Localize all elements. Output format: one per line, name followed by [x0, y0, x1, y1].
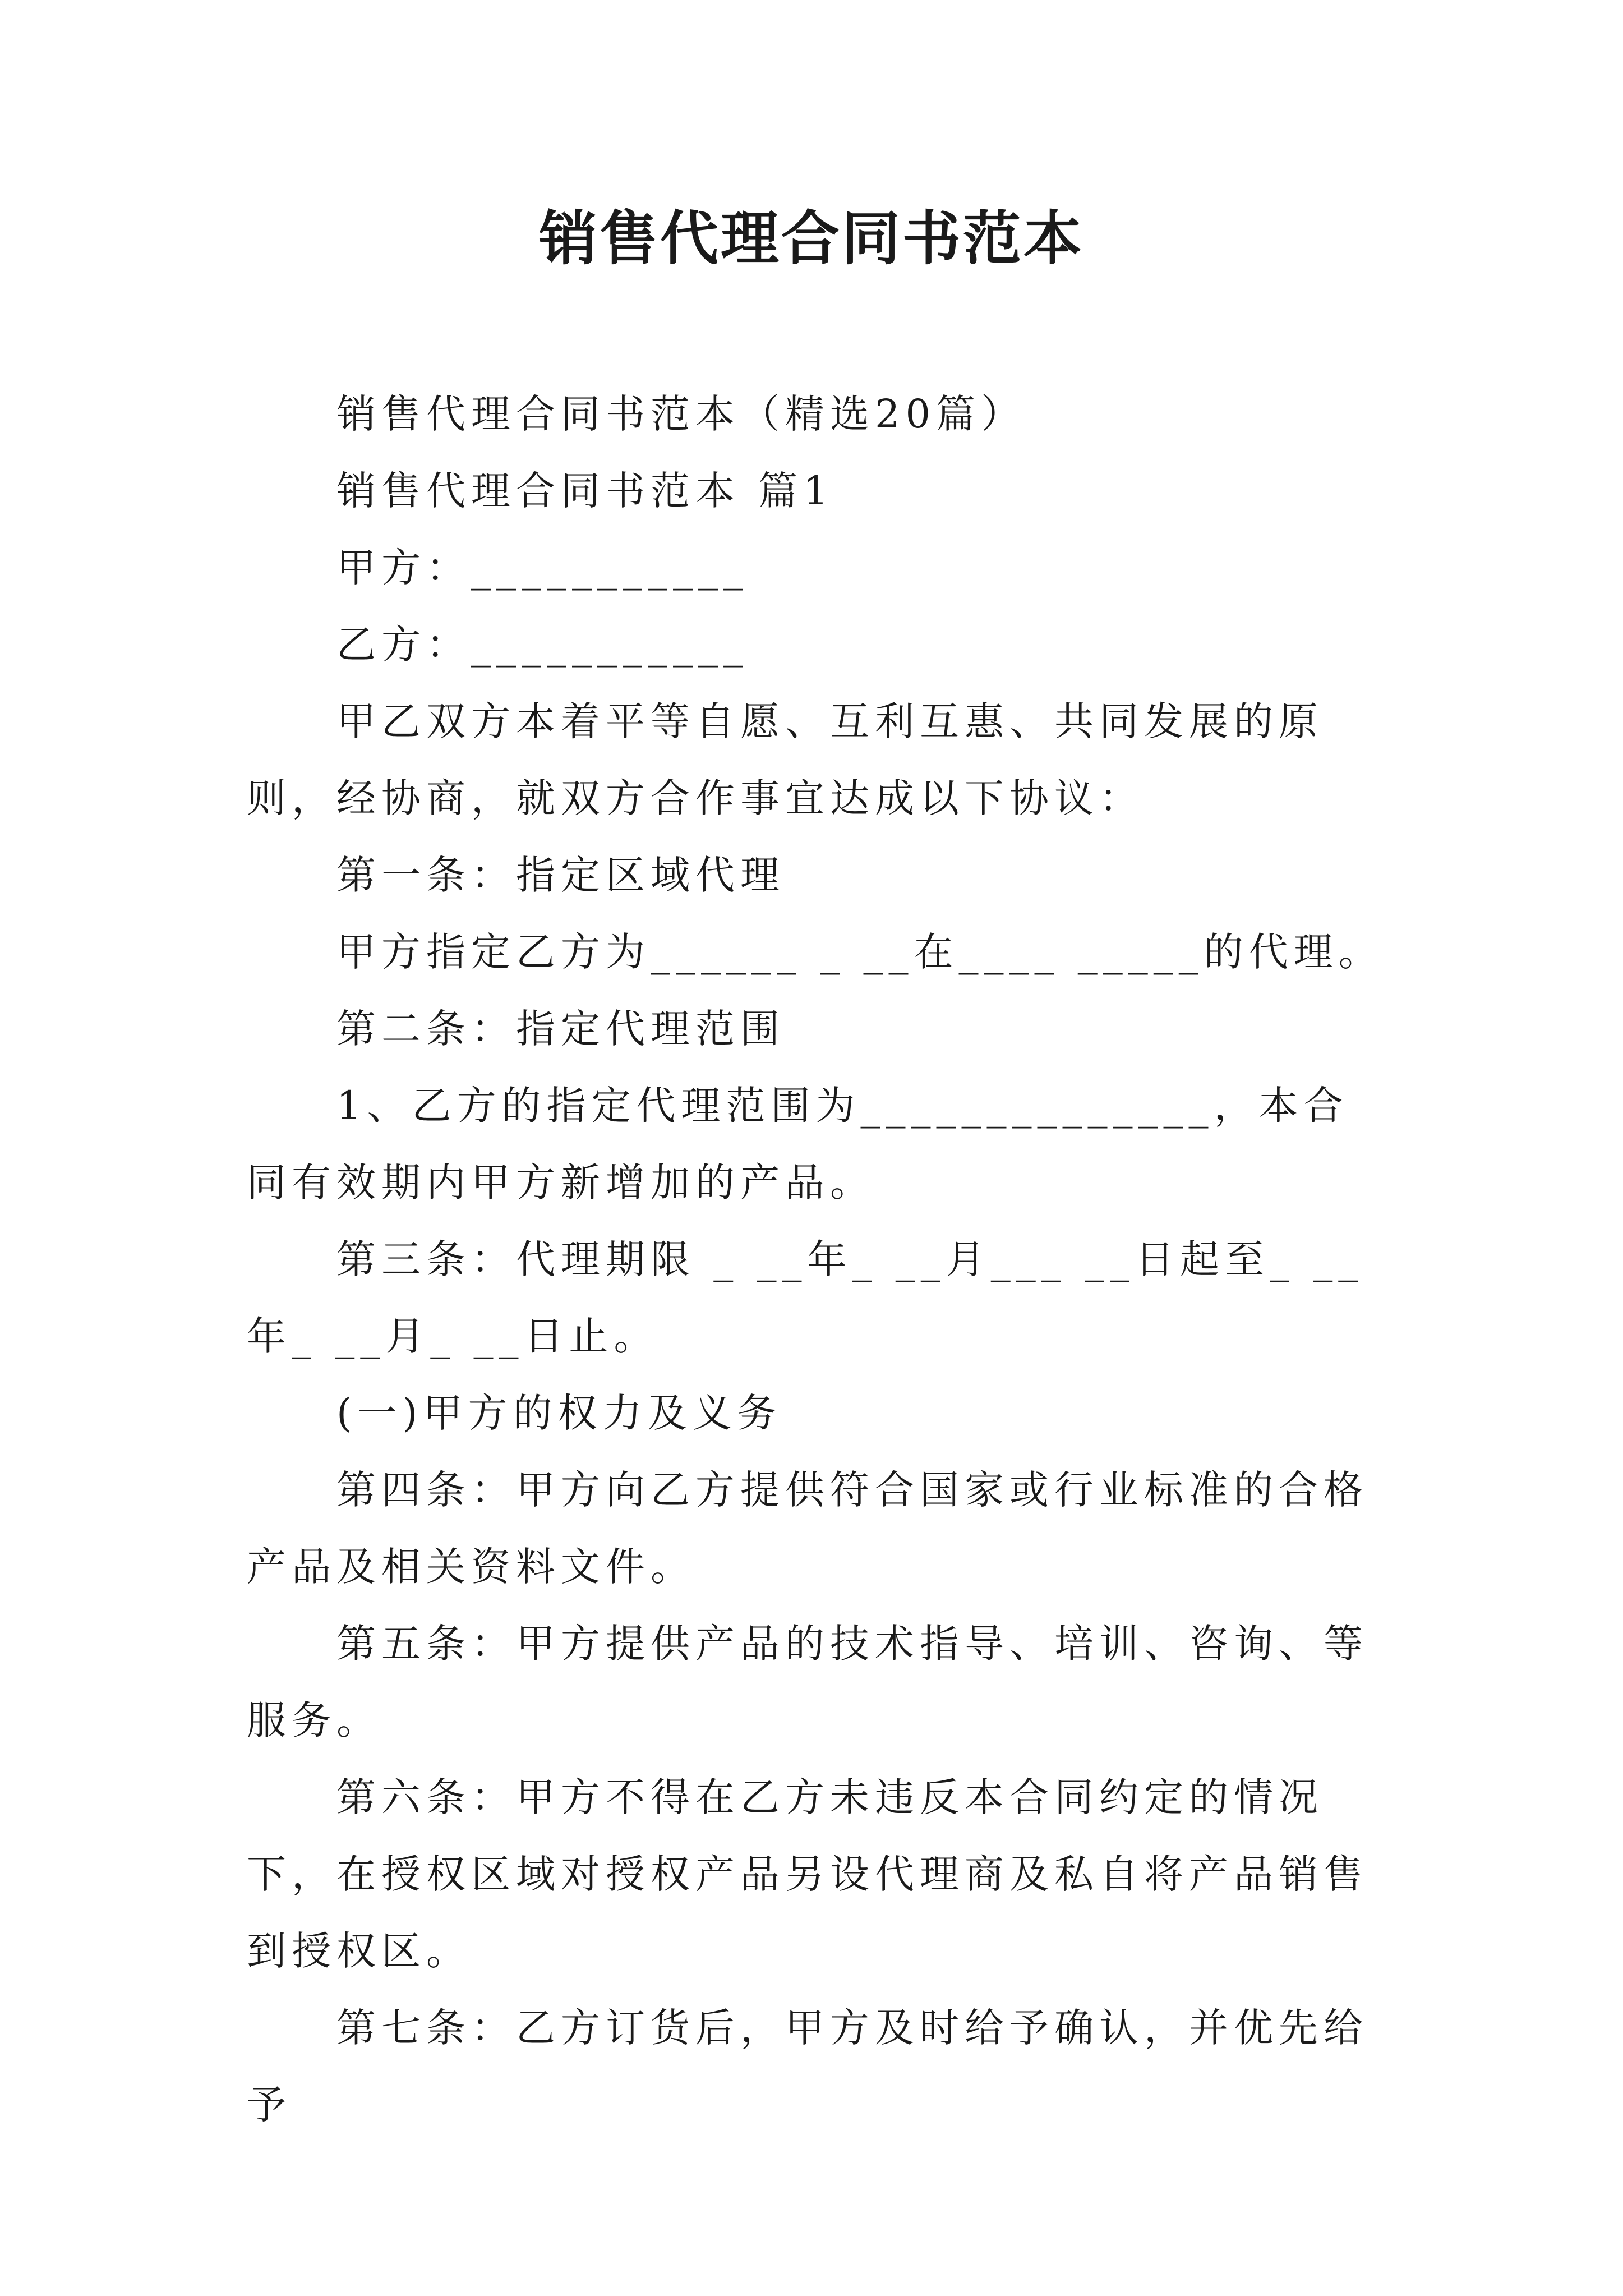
article-2-text: 1、乙方的指定代理范围为______________，本合同有效期内甲方新增加的产品。 [247, 1083, 1349, 1205]
article-5-text: 第五条：甲方提供产品的技术指导、培训、咨询、等服务。 [247, 1621, 1368, 1743]
paragraph-preamble: 甲乙双方本着平等自愿、互利互惠、共同发展的原则，经协商，就双方合作事宜达成以下协议： [247, 698, 1324, 821]
document-body [247, 376, 1391, 2143]
section-party-a-rights: (一)甲方的权力及义务 [336, 1390, 782, 1436]
party-a-line: 甲方：___________ [336, 545, 749, 591]
paragraph-section-heading: 销售代理合同书范本 篇1 [336, 468, 834, 514]
article-7-text: 第七条：乙方订货后，甲方及时给予确认，并优先给予 [247, 2005, 1368, 2128]
party-b-line: 乙方：___________ [336, 622, 749, 668]
article-6-text: 第六条：甲方不得在乙方未违反本合同约定的情况下，在授权区域对授权产品另设代理商及私自将产品销售到授权区。 [247, 1774, 1368, 1974]
article-4-text: 第四条：甲方向乙方提供符合国家或行业标准的合格产品及相关资料文件。 [247, 1467, 1368, 1590]
article-1-heading: 第一条：指定区域代理 [336, 852, 785, 898]
article-1-text: 甲方指定乙方为______ _ __在____ _____的代理。 [336, 929, 1384, 975]
paragraph-subtitle: 销售代理合同书范本（精选20篇） [336, 391, 1026, 437]
article-2-heading: 第二条：指定代理范围 [336, 1006, 785, 1052]
article-3-text: 第三条：代理期限 _ __年_ __月___ __日起至_ __年_ __月_ __日止。 [247, 1236, 1364, 1359]
document-title: 销售代理合同书范本 [538, 204, 1084, 273]
